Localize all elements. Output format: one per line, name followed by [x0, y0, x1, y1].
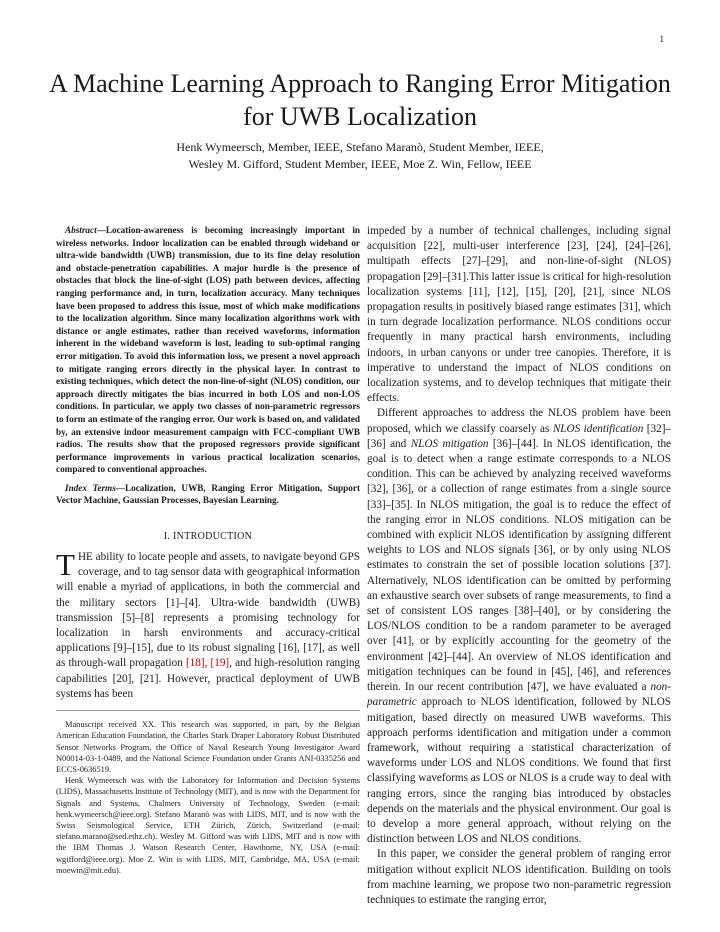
p2-text-b: [32]–[36] and	[367, 422, 672, 450]
p2-emphasis-nonparametric: non-parametric	[367, 681, 671, 709]
footnote-funding: Manuscript received XX. This research was supported, in part, by the Belgian American Education Foundation, the Charles Stark Draper Laboratory Robust Distributed Sensor Networks Program, the Office of Naval Research Young Investigator Award N00014-03-1-0489, and the National Science Foundation under Grants ANI-0335256 and ECCS-0636519.	[56, 720, 360, 774]
body-paragraph-2	[367, 406, 671, 847]
index-terms	[56, 482, 360, 507]
intro-paragraph	[56, 547, 361, 702]
abstract-label: Abstract	[65, 225, 97, 235]
section-heading	[56, 531, 360, 542]
p2-text-c: [36]–[44]. In NLOS identification, the goal is to detect when a range estimate corresponds to a NLOS condition. This can be achieved by analyzing received waveforms [32], [36], or a collection of range estimates from a single source [33]–[35]. In NLOS mitigation, the goal is to reduce the effect of the ranging error in NLOS conditions. NLOS mitigation can be combined with explicit NLOS identification by assigning different weights to LOS and NLOS signals [36], or by only using NLOS estimates to constrain the set of possible location solutions [37]. Alternatively, NLOS identification can be omitted by performing an exhaustive search over subsets of range measurements, to find a set of consistent LOS ranges [38]–[40], or by considering the LOS/NLOS condition to be a random parameter to be averaged over [41], or by explicitly accounting for the geometry of the environment [42]–[44]. An overview of NLOS identification and mitigation techniques can be found in [45], [46], and references therein. In our recent contribution [47], we have evaluated a	[367, 437, 672, 694]
footnote-divider	[56, 710, 360, 711]
author-list	[40, 139, 680, 173]
p2-text-a: Different approaches to address the NLOS problem have been proposed, which we classify coarsely as	[367, 407, 671, 435]
body-paragraph-3: In this paper, we consider the general problem of ranging error mitigation without explicit NLOS identification. Building on tools from machine learning, we propose two non-parametric regression techniques to estimate the ranging error,	[367, 848, 671, 906]
intro-text-end: , and high-resolution ranging capabilities [20], [21]. However, practical deployment of UWB systems has been	[56, 657, 361, 700]
page-number: 1	[659, 34, 664, 44]
p2-emphasis-mitigation: NLOS mitigation	[410, 437, 489, 450]
p2-emphasis-identification: NLOS identification	[552, 422, 644, 435]
index-terms-text: —Localization, UWB, Ranging Error Mitigation, Support Vector Machine, Gaussian Processes, Bayesian Learning.	[56, 482, 361, 506]
intro-text: HE ability to locate people and assets, to navigate beyond GPS coverage, and to tag sensor data with geographical information will enable a myriad of applications, in both the commercial and the military sectors [1]–[4]. Ultra-wide bandwidth (UWB) transmission [5]–[8] represents a promising technology for localization in harsh environments and accuracy-critical applications [9]–[15], due to its robust signaling [16], [17], as well as through-wall propagation	[56, 551, 360, 670]
left-column	[56, 224, 360, 876]
section-title: INTRODUCTION	[173, 531, 253, 543]
p2-text-d: approach to NLOS identification, followed by NLOS mitigation, based directly on measured UWB waveforms. This approach performs identification and mitigation under a common framework, without requiring a statistical characterization of waveforms under LOS and NLOS conditions. We found that first classifying waveforms as LOS or NLOS is a crude way to deal with ranging errors, since the ranging bias introduced by obstacles depends on the materials and the physical environment. Our goal is to develop a more general approach, without relying on the distinction between LOS and NLOS conditions.	[367, 696, 671, 846]
index-terms-label: Index Terms	[65, 482, 116, 493]
paper-title: A Machine Learning Approach to Ranging Error Mitigation for UWB Localization	[49, 69, 671, 131]
citation-link[interactable]: [18], [19]	[185, 657, 230, 670]
footnote-affiliations: Henk Wymeersch was with the Laboratory for Information and Decision Systems (LIDS), Massachusetts Institute of Technology (MIT), and is now with the Department for Signals and Systems, Chalmers University of Technology, Sweden (e-mail: henk.wymeersch@ieee.org). Stefano Maranò was with LIDS, MIT, and is now with the Swiss Seismological Service, ETH Zürich, Zürich, Switzerland (e-mail: stefano.marano@sed.ethz.ch). Wesley M. Gifford was with LIDS, MIT and is now with the IBM Thomas J. Watson Research Center, Hawthorne, NY, USA (e-mail: wgifford@ieee.org). Moe Z. Win is with LIDS, MIT, Cambridge, MA, USA (e-mail: moewin@mit.edu).	[56, 776, 360, 875]
section-number: I.	[163, 531, 171, 543]
abstract-text: —Location-awareness is becoming increasingly important in wireless networks. Indoor localization can be enabled through wideband or ultra-wide bandwidth (UWB) transmission, due to its fine delay resolution and obstacle-penetration capabilities. A major hurdle is the presence of obstacles that block the line-of-sight (LOS) path between devices, affecting ranging performance and, in turn, localization accuracy. Many techniques have been proposed to address this issue, most of which make modifications to the localization algorithm. Since many localization algorithms work with distance or angle estimates, rather than received waveforms, information inherent in the wideband waveform is lost, leading to sub-optimal ranging error mitigation. To avoid this information loss, we present a novel approach to mitigate ranging errors directly in the physical layer. In contrast to existing techniques, which detect the non-line-of-sight (NLOS) condition, our approach directly mitigates the bias incurred in both LOS and non-LOS conditions. In particular, we apply two classes of non-parametric regressors to form an estimate of the ranging error. Our work is based on, and validated by, an extensive indoor measurement campaign with FCC-compliant UWB radios. The results show that the proposed regressors provide significant performance improvements in various practical localization scenarios, compared to conventional approaches.	[56, 225, 360, 475]
right-column	[367, 224, 671, 908]
drop-cap: T	[56, 547, 75, 583]
abstract	[56, 224, 360, 476]
body-paragraph-1: impeded by a number of technical challenges, including signal acquisition [22], multi-user interference [23], [24], [24]–[26], multipath effects [27]–[29], and non-line-of-sight (NLOS) propagation [29]–[31].This latter issue is critical for high-resolution localization systems [11], [12], [15], [20], [21], since NLOS propagation results in positively biased range estimates [31], which in turn degrade localization performance. NLOS conditions occur frequently in many practical harsh environments, including indoors, in urban canyons or under tree canopies. Therefore, it is imperative to understand the impact of NLOS conditions on localization systems, and to develop techniques that mitigate their effects.	[367, 225, 671, 405]
author-line-1: Henk Wymeersch, Member, IEEE, Stefano Maranò, Student Member, IEEE,	[176, 140, 544, 154]
author-line-2: Wesley M. Gifford, Student Member, IEEE, Moe Z. Win, Fellow, IEEE	[188, 157, 532, 171]
